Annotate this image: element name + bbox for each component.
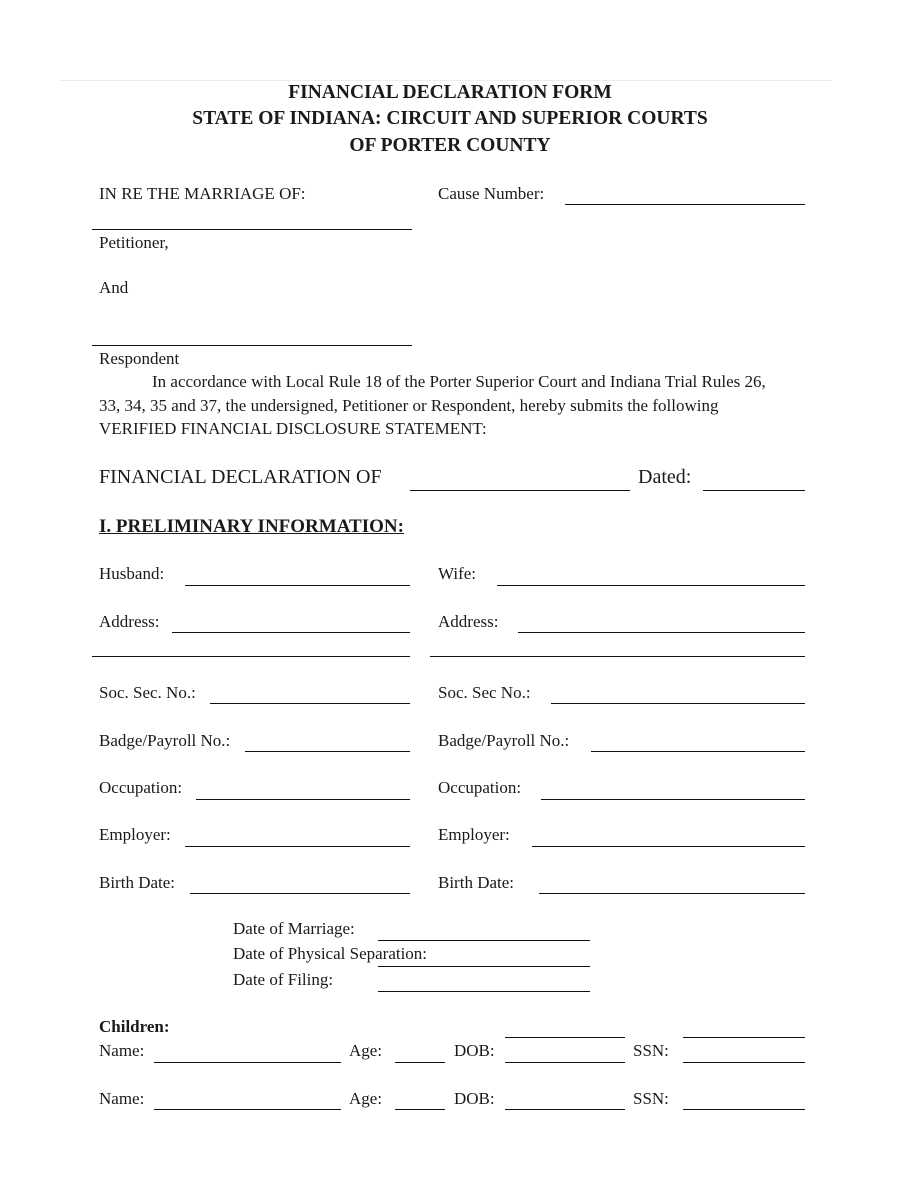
child-2-name-label: Name: [99,1089,145,1108]
date-of-separation-label: Date of Physical Separation: [233,944,428,963]
dated-field[interactable] [703,490,805,491]
children-title: Children: [99,1017,170,1036]
wife-occupation-field[interactable] [541,799,805,800]
child-1-ssn-field[interactable] [683,1062,805,1063]
husband-employer-label: Employer: [99,825,171,844]
wife-field[interactable] [497,585,805,586]
husband-occupation-field[interactable] [196,799,410,800]
husband-occupation-label: Occupation: [99,778,183,797]
child-1-name-field[interactable] [154,1062,341,1063]
husband-employer-field[interactable] [185,846,410,847]
cause-number-field[interactable] [565,204,805,205]
child-1-name-label: Name: [99,1041,145,1060]
date-of-marriage-label: Date of Marriage: [233,919,355,938]
dated-label: Dated: [638,466,692,488]
husband-ssn-label: Soc. Sec. No.: [99,683,196,702]
child-1-ssn-top-line [683,1037,805,1038]
husband-address-line-2[interactable] [92,656,410,657]
husband-label: Husband: [99,564,165,583]
and-label: And [99,278,129,297]
child-1-ssn-label: SSN: [633,1041,669,1060]
wife-employer-label: Employer: [438,825,510,844]
child-2-ssn-field[interactable] [683,1109,805,1110]
date-of-marriage-field[interactable] [378,940,590,941]
declaration-of-label: FINANCIAL DECLARATION OF [99,466,382,488]
respondent-name-field[interactable] [92,345,412,346]
wife-employer-field[interactable] [532,846,805,847]
intro-line-3: VERIFIED FINANCIAL DISCLOSURE STATEMENT: [99,419,487,438]
child-2-name-field[interactable] [154,1109,341,1110]
wife-address-label: Address: [438,612,499,631]
section-preliminary-title: I. PRELIMINARY INFORMATION: [99,516,404,537]
wife-badge-field[interactable] [591,751,805,752]
child-2-dob-label: DOB: [454,1089,495,1108]
child-2-age-field[interactable] [395,1109,445,1110]
date-of-filing-label: Date of Filing: [233,970,334,989]
child-1-age-field[interactable] [395,1062,445,1063]
intro-line-1: In accordance with Local Rule 18 of the Porter Superior Court and Indiana Trial Rules 26, [152,372,766,391]
husband-badge-field[interactable] [245,751,410,752]
wife-badge-label: Badge/Payroll No.: [438,731,570,750]
cause-number-label: Cause Number: [438,184,545,203]
child-1-age-label: Age: [349,1041,383,1060]
wife-birth-date-label: Birth Date: [438,873,515,892]
wife-ssn-field[interactable] [551,703,805,704]
date-of-separation-field[interactable] [378,966,590,967]
page-top-edge [60,80,832,81]
intro-line-2: 33, 34, 35 and 37, the undersigned, Petitioner or Respondent, hereby submits the following [99,396,719,415]
in-re-label: IN RE THE MARRIAGE OF: [99,184,306,203]
child-2-dob-field[interactable] [505,1109,625,1110]
petitioner-label: Petitioner, [99,233,169,252]
husband-birth-date-label: Birth Date: [99,873,176,892]
child-1-dob-top-line [505,1037,625,1038]
wife-label: Wife: [438,564,477,583]
wife-address-field[interactable] [518,632,805,633]
wife-address-line-2[interactable] [430,656,805,657]
child-2-ssn-label: SSN: [633,1089,669,1108]
petitioner-name-field[interactable] [92,229,412,230]
husband-address-label: Address: [99,612,160,631]
husband-badge-label: Badge/Payroll No.: [99,731,231,750]
date-of-filing-field[interactable] [378,991,590,992]
court-name: STATE OF INDIANA: CIRCUIT AND SUPERIOR COURTS [192,108,708,129]
county-name: OF PORTER COUNTY [349,135,551,156]
form-title: FINANCIAL DECLARATION FORM [288,82,612,103]
husband-birth-date-field[interactable] [190,893,410,894]
child-2-age-label: Age: [349,1089,383,1108]
wife-birth-date-field[interactable] [539,893,805,894]
wife-ssn-label: Soc. Sec No.: [438,683,531,702]
wife-occupation-label: Occupation: [438,778,522,797]
husband-field[interactable] [185,585,410,586]
child-1-dob-field[interactable] [505,1062,625,1063]
husband-address-field[interactable] [172,632,410,633]
declarant-name-field[interactable] [410,490,630,491]
child-1-dob-label: DOB: [454,1041,495,1060]
husband-ssn-field[interactable] [210,703,410,704]
respondent-label: Respondent [99,349,180,368]
